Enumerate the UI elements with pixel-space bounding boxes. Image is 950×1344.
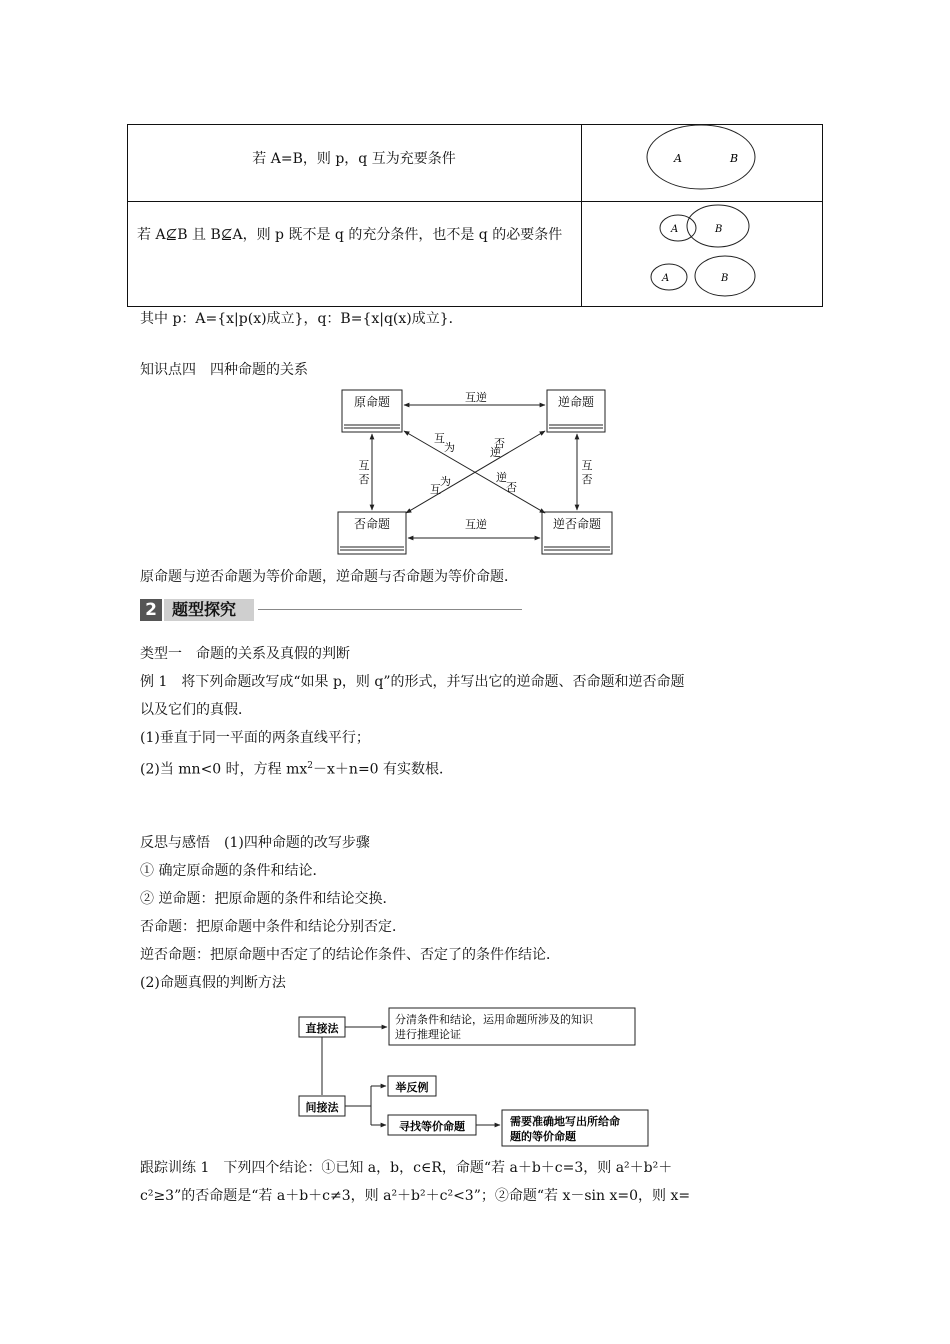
venn-label-b: B	[721, 273, 729, 284]
diag2-label-b: 逆	[490, 446, 501, 459]
example-line-1: 例 1 将下列命题改写成“如果 p，则 q”的形式，并写出它的逆命题、否命题和逆否命题	[140, 674, 685, 690]
diag1-label-a: 互	[434, 432, 445, 445]
top-arrow-label: 互逆	[465, 391, 487, 404]
judgement-method-diagram	[295, 1005, 655, 1150]
venn-diagrams	[582, 114, 822, 306]
inverse-label: 否命题	[353, 517, 391, 531]
reflection-step-1: ① 确定原命题的条件和结论．	[140, 863, 327, 879]
training-line-1: 跟踪训练 1 下列四个结论：①已知 a，b，c∈R，命题“若 a＋b＋c=3，则 a²＋b²＋	[140, 1160, 673, 1176]
part-number-badge: 2	[140, 599, 162, 621]
reflection-step-4: 逆否命题：把原命题中否定了的结论作条件、否定了的条件作结论．	[140, 947, 560, 963]
type-heading: 类型一 命题的关系及真假的判断	[140, 646, 350, 662]
section-heading: 知识点四 四种命题的关系	[140, 362, 308, 378]
equivalent-description-line-1: 需要准确地写出所给命	[510, 1115, 620, 1128]
direct-description-line-2: 进行推理论证	[395, 1028, 461, 1041]
venn-equal-set	[647, 125, 755, 189]
contrapositive-box	[542, 512, 612, 554]
four-propositions-diagram	[330, 385, 620, 560]
diag2-label-d: 否	[506, 481, 517, 494]
training-line-2: c²≥3”的否命题是“若 a＋b＋c≠3，则 a²＋b²＋c²<3”；②命题“若 x－sin x=0，则 x=	[140, 1188, 691, 1204]
right-arrow-label-2: 否	[581, 473, 593, 486]
direct-description-line-1: 分清条件和结论，运用命题所涉及的知识	[395, 1013, 593, 1026]
reflection-part-2: (2)命题真假的判断方法	[140, 975, 286, 991]
reflection-step-3: 否命题：把原命题中条件和结论分别否定．	[140, 919, 406, 935]
venn-label-b: B	[730, 152, 739, 165]
reflection-heading: 反思与感悟 (1)四种命题的改写步骤	[140, 835, 370, 851]
original-label: 原命题	[353, 395, 391, 409]
part-rule	[258, 609, 522, 610]
venn-label-b: B	[715, 224, 723, 235]
venn-label-a: A	[674, 152, 682, 165]
equivalent-description-line-2: 题的等价命题	[510, 1130, 576, 1143]
condition-table	[127, 124, 823, 307]
equivalent-label: 寻找等价命题	[399, 1120, 465, 1133]
part-banner	[140, 597, 522, 623]
converse-box	[547, 390, 605, 432]
indirect-method-label: 间接法	[305, 1101, 339, 1114]
table-row2-text: 若 A⊈B 且 B⊈A，则 p 既不是 q 的充分条件，也不是 q 的必要条件	[137, 227, 563, 243]
set-definition-note: 其中 p：A={x|p(x)成立}，q：B={x|q(x)成立}．	[140, 311, 463, 327]
original-box	[342, 390, 402, 432]
example-item-1: (1)垂直于同一平面的两条直线平行；	[140, 730, 370, 746]
right-arrow-label-1: 互	[581, 459, 593, 472]
diag2-label-c: 逆	[496, 471, 507, 484]
bottom-arrow-label: 互逆	[465, 518, 487, 531]
diag2-label-a: 否	[494, 437, 505, 450]
converse-label: 逆命题	[557, 395, 595, 409]
counterexample-label: 举反例	[395, 1081, 429, 1094]
diag1-label-d: 互	[430, 483, 441, 496]
contrapositive-label: 逆否命题	[552, 517, 602, 531]
example-line-2: 以及它们的真假．	[140, 702, 252, 718]
venn-label-a: A	[671, 224, 679, 235]
inverse-box	[338, 512, 406, 554]
table-row1-text: 若 A=B，则 p，q 互为充要条件	[252, 151, 456, 167]
venn-label-a: A	[662, 273, 670, 284]
example-item-2: (2)当 mn<0 时，方程 $mx^2-x+n=0$ 有实数根．	[140, 761, 454, 778]
table-right-border	[822, 124, 823, 307]
left-arrow-label-1: 互	[358, 459, 370, 472]
part-title: 题型探究	[164, 599, 254, 621]
diag1-label-b: 为	[444, 441, 455, 454]
table-bottom-border	[127, 306, 823, 307]
reflection-step-2: ② 逆命题：把原命题的条件和结论交换．	[140, 891, 397, 907]
equivalence-conclusion: 原命题与逆否命题为等价命题，逆命题与否命题为等价命题．	[140, 569, 518, 585]
diag1-label-c: 为	[440, 475, 451, 488]
direct-method-label: 直接法	[305, 1022, 339, 1035]
left-arrow-label-2: 否	[358, 473, 370, 486]
